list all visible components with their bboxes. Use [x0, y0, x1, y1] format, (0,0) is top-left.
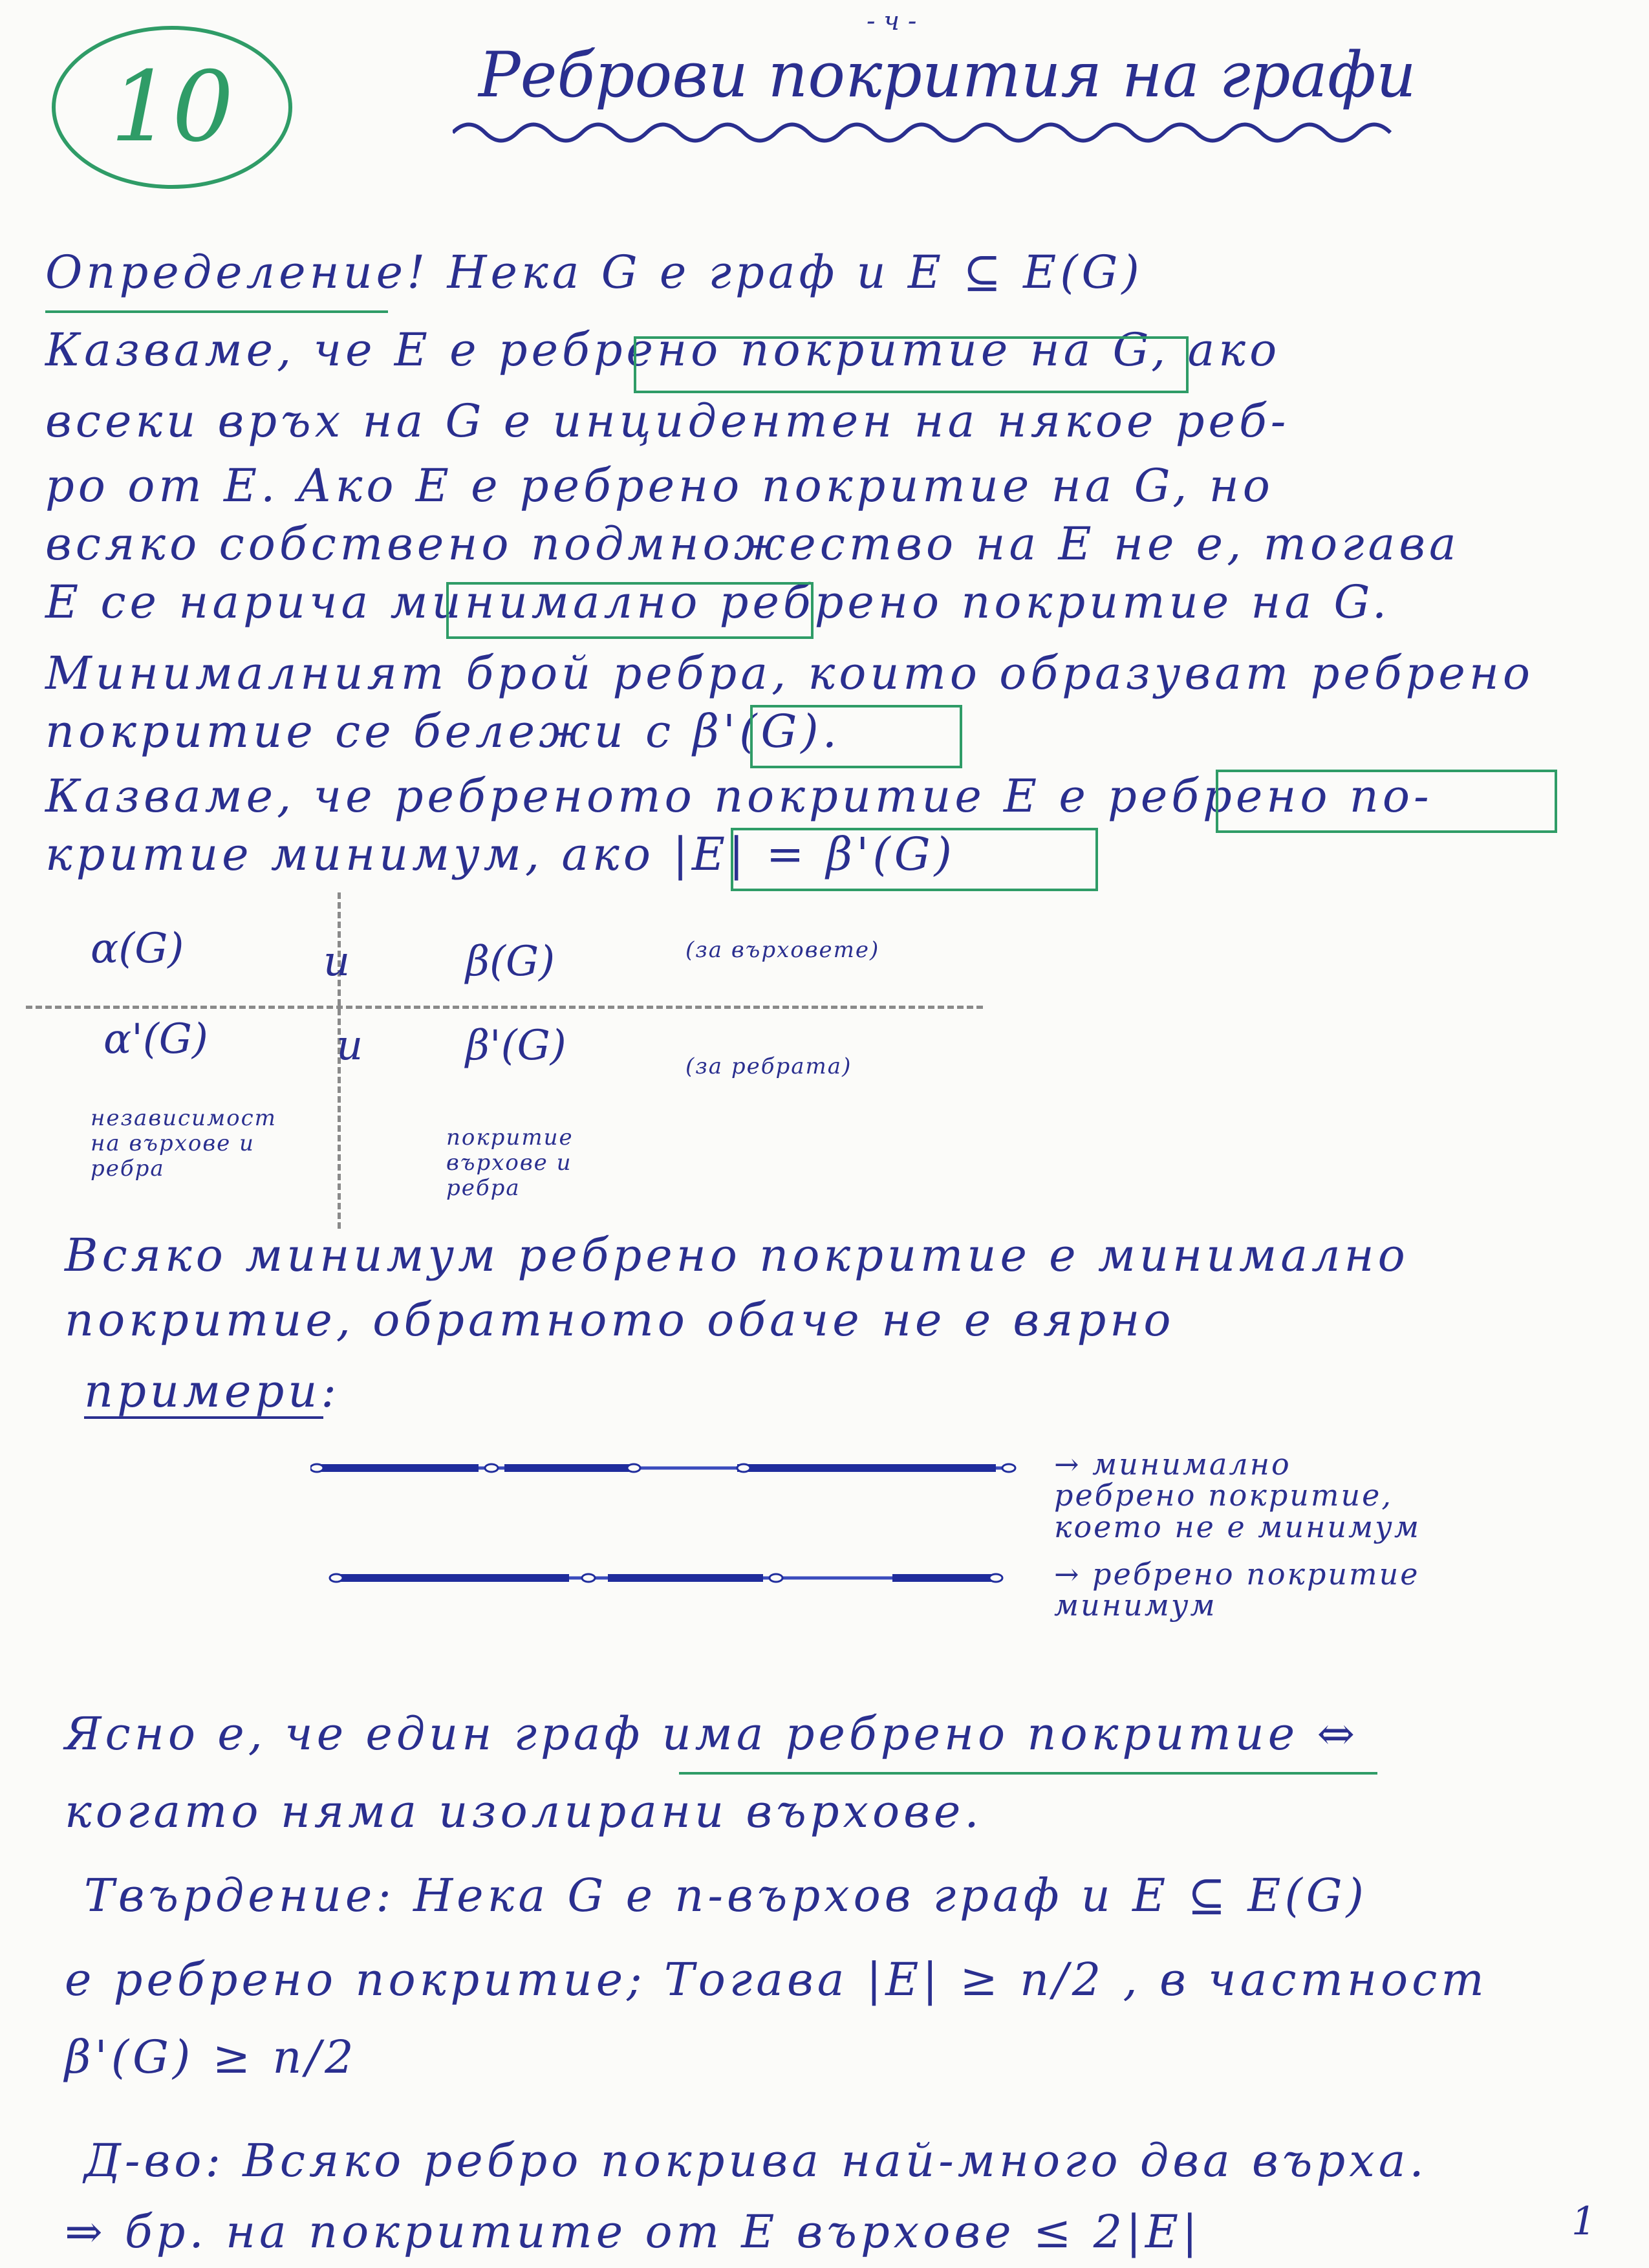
closing-underline: [679, 1772, 1377, 1775]
definition-line-9: Казваме, че ребреното покритие E е ребрено по-: [45, 770, 1433, 823]
term-box-minimal: [446, 582, 814, 639]
example-path-1: [310, 1464, 1015, 1472]
caption-cover: [446, 1125, 574, 1201]
term-box-edge-cover: [634, 336, 1189, 393]
definition-underline: [45, 310, 388, 313]
statement-line-2: покритие, обратното обаче не е вярно: [65, 1293, 1175, 1346]
term-box-abs-e: [731, 828, 1098, 891]
example-2-label: [1054, 1559, 1420, 1621]
example-graphs: [310, 1442, 1022, 1610]
definition-line-5: всяко собствено подмножество на E не е, тогава: [45, 517, 1460, 570]
term-box-beta-prime: [750, 705, 962, 768]
caption-independence-line: на върхове и: [91, 1130, 255, 1157]
example-2-label-line: минимум: [1054, 1588, 1217, 1623]
note-edges: (за ребрата): [685, 1053, 852, 1079]
proof-line-2: ⇒ бр. на покритите от E върхове ≤ 2|E|: [65, 2205, 1202, 2258]
definition-line-2: Казваме, че E е ребрено покритие на G, ако: [45, 323, 1281, 376]
alpha-prime-g: α'(G): [103, 1015, 208, 1063]
definition-line-4: ро от E. Ако E е ребрено покритие на G, но: [45, 459, 1274, 512]
definition-line-8: покритие се бележи с β'(G).: [45, 705, 841, 758]
note-vertices: (за върховете): [685, 937, 880, 963]
examples-label: примери:: [84, 1365, 340, 1418]
caption-independence-line: ребра: [91, 1156, 165, 1182]
claim-line-2: е ребрено покритие; Тогава |E| ≥ n/2 , в частност: [65, 1953, 1488, 2006]
definition-line-3: всеки връх на G е инцидентен на някое реб-: [45, 394, 1290, 448]
caption-cover-line: ребра: [446, 1175, 521, 1202]
caption-cover-line: покритие: [446, 1125, 574, 1150]
title-underline-wave: [453, 113, 1423, 152]
beta-g: β(G): [466, 938, 555, 986]
example-1-label-line: → минимално: [1054, 1447, 1291, 1482]
caption-independence-line: независимост: [91, 1105, 277, 1131]
caption-cover-line: върхове и: [446, 1150, 572, 1176]
definition-line-10: критие минимум, ако |E| = β'(G): [45, 828, 956, 881]
claim-line-3: β'(G) ≥ n/2: [65, 2031, 358, 2084]
page-mark: - ч -: [867, 6, 917, 36]
example-1-label-line: ребрено покритие,: [1054, 1478, 1393, 1513]
proof-line-1: Д-во: Всяко ребро покрива най-много два върха.: [84, 2134, 1428, 2187]
topic-number-badge: [52, 26, 292, 189]
definition-line-1: Определение! Нека G е граф и E ⊆ E(G): [45, 246, 1143, 299]
term-box-edge-cover-min: [1216, 770, 1557, 833]
examples-underline: [84, 1416, 323, 1419]
closing-line-2: когато няма изолирани върхове.: [65, 1785, 983, 1838]
example-2-label-line: → ребрено покритие: [1054, 1557, 1420, 1592]
closing-line-1: Ясно е, че един граф има ребрено покритие ⇔: [65, 1707, 1359, 1760]
caption-independence: [91, 1106, 277, 1182]
example-1-label: [1054, 1449, 1421, 1542]
definition-line-6: E се нарича минимално ребрено покритие на G.: [45, 576, 1391, 629]
alpha-g: α(G): [91, 925, 184, 973]
page-title: Реброви покрития на графи: [479, 39, 1416, 111]
example-1-label-line: което не е минимум: [1054, 1509, 1421, 1544]
page-number: 1: [1571, 2199, 1597, 2244]
example-path-2: [330, 1574, 1002, 1582]
topic-number: 10: [110, 51, 234, 164]
definition-line-7: Минималният брой ребра, които образуват ребрено: [45, 647, 1535, 700]
table-horizontal-divider: [26, 1006, 983, 1009]
beta-prime-g: β'(G): [466, 1022, 566, 1070]
claim-line-1: Твърдение: Нека G е n-върхов граф и E ⊆ E(G): [84, 1869, 1368, 1922]
and-1: и: [323, 938, 350, 986]
and-2: и: [336, 1022, 363, 1070]
statement-line-1: Всяко минимум ребрено покритие е минимално: [65, 1229, 1409, 1282]
